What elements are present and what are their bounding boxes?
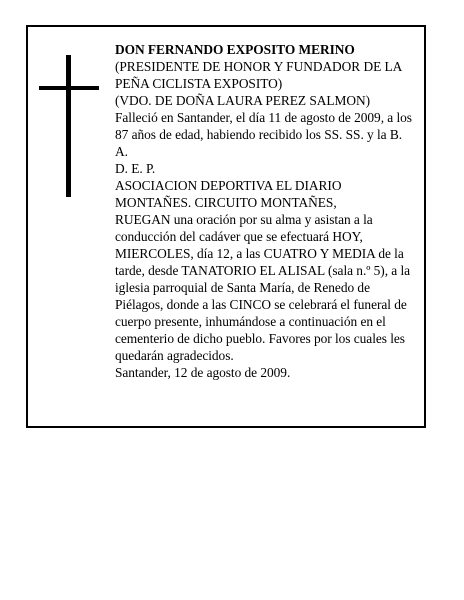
funeral-request: RUEGAN una oración por su alma y asistan a la conducción del cadáver que se efectuará HOY, MIERCOLES, día 12, a las CUATRO Y MEDIA de la tarde, desde TANATORIO EL ALISAL (sala n.º 5), a la iglesia parroquial de Santa María, de Renedo de Piélagos, donde a las CINCO se celebrará el funeral de cuerpo presente, inhumándose a continuación en el cementerio de dicho pueblo. Favores por los cuales les quedarán agradecidos. (115, 212, 411, 363)
cross-horizontal-bar (39, 86, 99, 90)
cross-vertical-bar (66, 55, 71, 197)
place-date: Santander, 12 de agosto de 2009. (115, 365, 291, 380)
organization: ASOCIACION DEPORTIVA EL DIARIO MONTAÑES. CIRCUITO MONTAÑES, (115, 178, 342, 210)
rip-line: D. E. P. (115, 161, 156, 176)
deceased-role: (PRESIDENTE DE HONOR Y FUNDADOR DE LA PEÑA CICLISTA EXPOSITO) (115, 59, 402, 91)
cross-icon (39, 55, 99, 197)
obituary-notice (26, 25, 426, 428)
deceased-name: DON FERNANDO EXPOSITO MERINO (115, 42, 355, 57)
notice-text (115, 41, 415, 381)
widower-of: (VDO. DE DOÑA LAURA PEREZ SALMON) (115, 93, 371, 108)
death-details: Falleció en Santander, el día 11 de agosto de 2009, a los 87 años de edad, habiendo recibido los SS. SS. y la B. A. (115, 110, 412, 159)
